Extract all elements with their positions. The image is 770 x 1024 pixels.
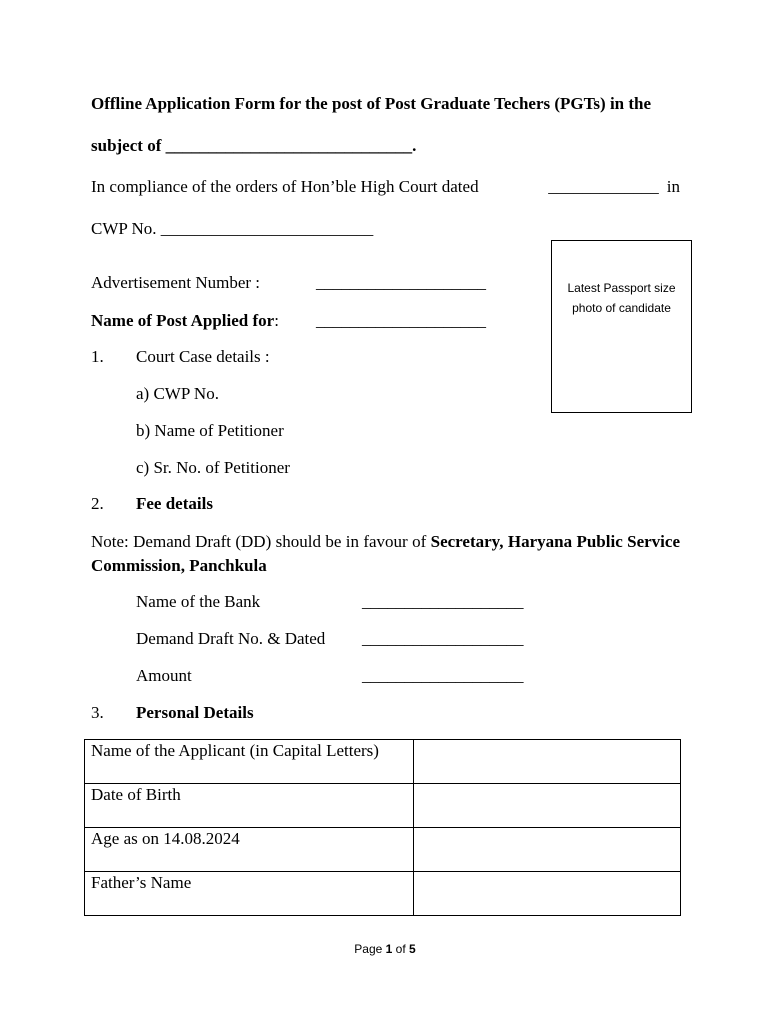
advertisement-number-blank: ____________________ [316,273,486,292]
fee-note-payee: Secretary, Haryana Public Service Commission, Panchkula [91,532,680,575]
amount-blank: ___________________ [362,666,524,685]
compliance-cwp-line: CWP No. _________________________ [91,219,374,238]
page-total: 5 [409,942,416,956]
court-case-item-cwp: a) CWP No. [136,384,219,403]
compliance-in: in [666,177,680,196]
applicant-name-label: Name of the Applicant (in Capital Letters) [85,740,414,784]
date-of-birth-label: Date of Birth [85,784,414,828]
table-row [85,872,681,916]
post-applied-label: Name of Post Applied for [91,311,275,330]
section-3-number: 3. [91,703,104,722]
table-row [85,828,681,872]
table-row [85,784,681,828]
fee-note-text: Note: Demand Draft (DD) should be in favour of [91,532,431,551]
court-case-item-petitioner: b) Name of Petitioner [136,421,284,440]
section-1-number: 1. [91,347,104,366]
applicant-name-field[interactable] [414,740,681,784]
page-of: of [392,942,410,956]
dd-number-label: Demand Draft No. & Dated [136,629,326,648]
fee-details-heading: Fee details [136,494,213,513]
photo-box-label-2: photo of candidate [572,301,671,315]
court-date-blank: _____________ [548,177,659,196]
court-case-heading: Court Case details : [136,347,270,366]
compliance-line-1 [91,177,680,197]
form-title-line-1: Offline Application Form for the post of Post Graduate Techers (PGTs) in the [91,94,652,113]
personal-details-table [84,739,681,916]
date-of-birth-field[interactable] [414,784,681,828]
post-applied-label-row [91,311,279,331]
bank-name-label: Name of the Bank [136,592,261,611]
fee-note [91,530,680,578]
father-name-label: Father’s Name [85,872,414,916]
amount-label: Amount [136,666,192,685]
compliance-text: In compliance of the orders of Hon’ble High Court dated [91,177,479,196]
advertisement-number-label: Advertisement Number : [91,273,261,292]
bank-name-blank: ___________________ [362,592,524,611]
post-applied-blank: ____________________ [316,311,486,330]
page-number [0,942,770,956]
table-row [85,740,681,784]
passport-photo-box [551,240,692,413]
age-label: Age as on 14.08.2024 [85,828,414,872]
post-applied-colon: : [274,311,279,330]
personal-details-heading: Personal Details [136,703,254,722]
court-case-item-sr-no: c) Sr. No. of Petitioner [136,458,290,477]
age-field[interactable] [414,828,681,872]
photo-box-label-1: Latest Passport size [567,281,676,295]
form-title-line-2: subject of _____________________________. [91,136,417,155]
father-name-field[interactable] [414,872,681,916]
page-current: 1 [385,942,393,956]
dd-number-blank: ___________________ [362,629,524,648]
section-2-number: 2. [91,494,104,513]
page-prefix: Page [354,942,386,956]
